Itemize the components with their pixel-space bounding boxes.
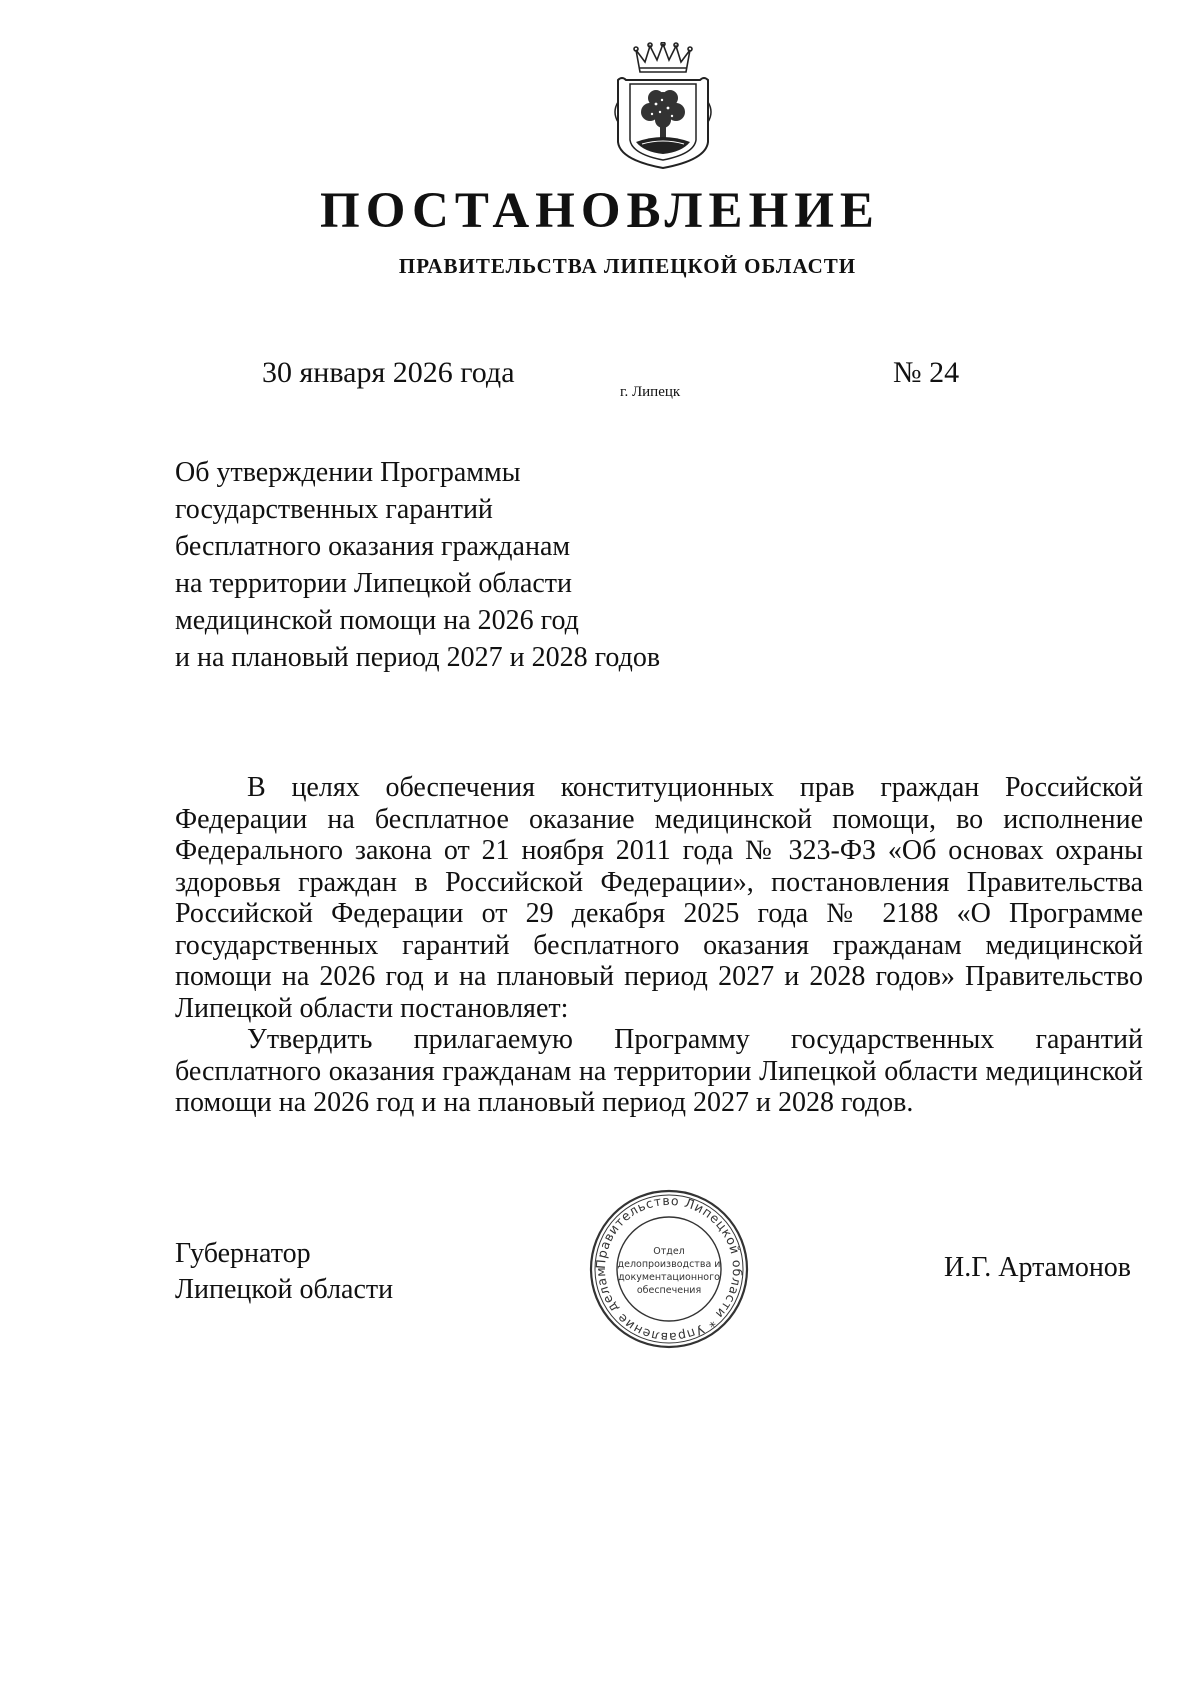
document-subtitle: ПРАВИТЕЛЬСТВА ЛИПЕЦКОЙ ОБЛАСТИ (398, 254, 857, 278)
signatory-title-line-1: Губернатор (175, 1238, 311, 1269)
coat-of-arms-icon (612, 42, 714, 170)
signatory-name: И.Г. Артамонов (944, 1252, 1132, 1283)
document-number: № 24 (893, 356, 960, 389)
stamp-inner-line: обеспечения (636, 1285, 702, 1296)
document-body (175, 772, 1143, 1119)
official-stamp (588, 1188, 750, 1350)
subject-line: Об утверждении Программы (175, 457, 521, 488)
stamp-inner-line: документационного (618, 1272, 720, 1283)
signatory-title-line-2: Липецкой области (175, 1274, 394, 1305)
document-title: ПОСТАНОВЛЕНИЕ (320, 183, 880, 239)
body-paragraph-preamble: В целях обеспечения конституционных прав граждан Российской Федерации на бесплатное оказание медицинской помощи, во исполнение Федерального закона от 21 ноября 2011 года № 323-ФЗ «Об основах охраны здоровья граждан в Российской Федерации», постановления Правительства Российской Федерации от 29 декабря 2025 года № 2188 «О Программе государственных гарантий бесплатного оказания гражданам медицинской помощи на 2026 год и на плановый период 2027 и 2028 годов» Правительство Липецкой области постановляет: (175, 772, 1143, 1024)
stamp-outer-text: Правительство Липецкой области * Управление делам (592, 1192, 746, 1346)
subject-line: бесплатного оказания гражданам (175, 531, 571, 562)
document-date: 30 января 2026 года (262, 356, 515, 389)
document-city: г. Липецк (620, 384, 681, 400)
subject-line: государственных гарантий (175, 494, 493, 525)
signatory-title (175, 1236, 393, 1308)
stamp-inner-line: Отдел (653, 1246, 685, 1257)
subject-line: медицинской помощи на 2026 год (175, 605, 579, 636)
document-subject (175, 454, 660, 676)
subject-line: и на плановый период 2027 и 2028 годов (175, 642, 661, 673)
subject-line: на территории Липецкой области (175, 568, 573, 599)
body-paragraph-resolution: Утвердить прилагаемую Программу государственных гарантий бесплатного оказания гражданам на территории Липецкой области медицинской помощи на 2026 год и на плановый период 2027 и 2028 годов. (175, 1024, 1143, 1118)
stamp-inner-line: делопроизводства и (617, 1259, 721, 1270)
